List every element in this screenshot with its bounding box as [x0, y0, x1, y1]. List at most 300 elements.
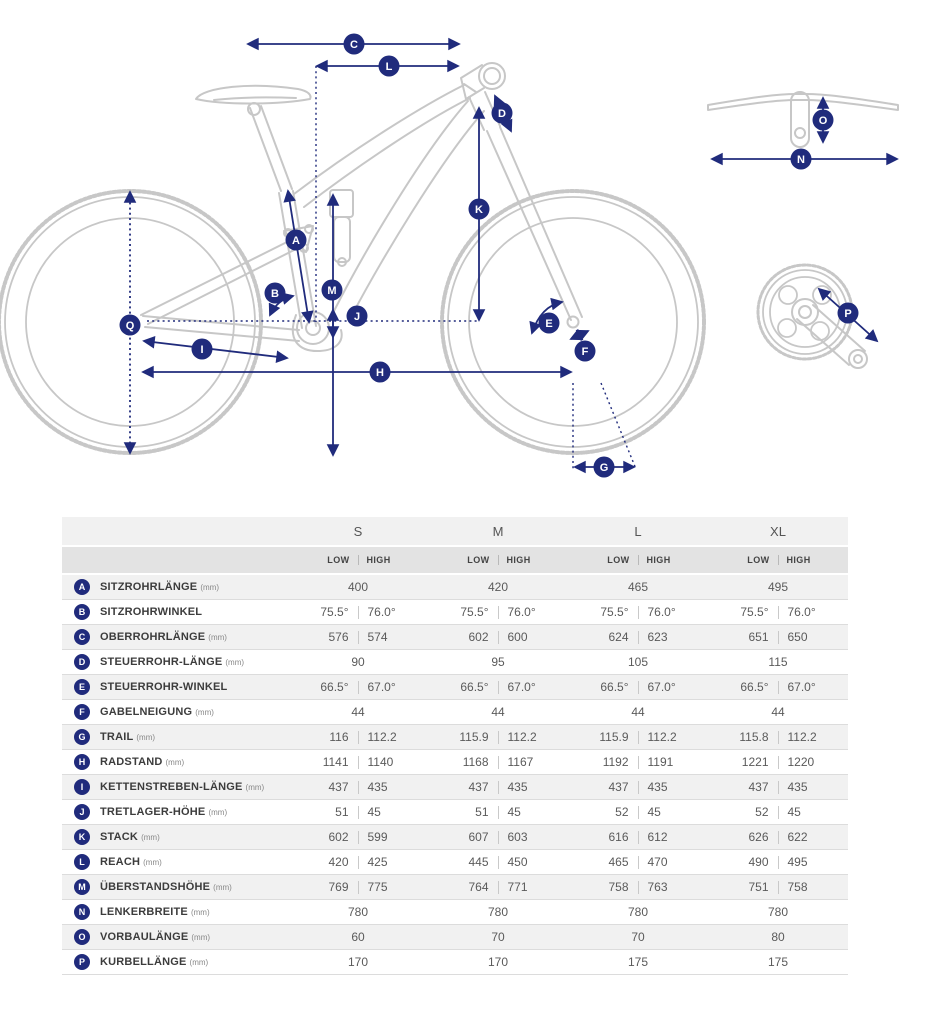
value-merged: 80 [771, 930, 785, 944]
row-label-cell [62, 954, 288, 970]
value-cell [428, 580, 568, 594]
svg-text:B: B [271, 287, 279, 300]
value-cell [428, 930, 568, 944]
value-merged: 105 [627, 655, 649, 669]
value-low: 52 [755, 805, 769, 819]
value-high: 112.2 [787, 730, 817, 744]
value-merged: 44 [351, 705, 365, 719]
value-cell [708, 655, 848, 669]
dim-label-g [594, 457, 615, 478]
svg-text:H: H [376, 366, 384, 379]
row-unit: (mm) [213, 882, 232, 892]
row-letter-badge: D [74, 654, 90, 670]
row-label: STACK [100, 831, 139, 843]
row-letter-badge: M [74, 879, 90, 895]
value-cell [288, 855, 428, 869]
value-low: 116 [329, 730, 349, 744]
value-low: 51 [335, 805, 349, 819]
size-header-s: S [353, 523, 363, 539]
value-high: 600 [507, 630, 528, 644]
guide-steer-axis [601, 383, 636, 469]
value-low: 115.8 [739, 730, 769, 744]
row-letter-badge: G [74, 729, 90, 745]
value-cell [708, 905, 848, 919]
value-high: 76.0° [367, 605, 396, 619]
value-low: 616 [608, 830, 629, 844]
value-low: 52 [615, 805, 629, 819]
value-high: 112.2 [367, 730, 397, 744]
value-high: 435 [647, 780, 668, 794]
value-merged: 44 [631, 705, 645, 719]
value-cell [568, 880, 708, 894]
value-high: 76.0° [507, 605, 536, 619]
row-label: RADSTAND [100, 756, 163, 768]
row-unit: (mm) [195, 707, 214, 717]
row-label-cell [62, 579, 288, 595]
value-low: 576 [328, 630, 349, 644]
value-low: 66.5° [600, 680, 629, 694]
svg-text:C: C [350, 38, 358, 51]
row-label: KETTENSTREBEN-LÄNGE [100, 781, 243, 793]
svg-text:G: G [599, 461, 609, 474]
table-row-j [62, 800, 848, 825]
row-label: STEUERROHR-LÄNGE [100, 656, 223, 668]
geometry-diagram [0, 0, 936, 505]
value-cell [568, 655, 708, 669]
svg-text:F: F [581, 345, 589, 358]
value-low: 602 [468, 630, 489, 644]
value-high: 425 [367, 855, 388, 869]
svg-text:P: P [844, 307, 852, 320]
value-high: 599 [367, 830, 388, 844]
value-cell [708, 605, 848, 619]
row-unit: (mm) [143, 857, 162, 867]
value-high: 603 [507, 830, 528, 844]
svg-text:K: K [475, 203, 483, 216]
dim-label-o [813, 110, 834, 131]
row-label-cell [62, 779, 288, 795]
row-label-cell [62, 804, 288, 820]
row-label-cell [62, 829, 288, 845]
value-cell [428, 605, 568, 619]
geometry-table [62, 517, 848, 975]
dim-i-chainstay [144, 341, 287, 358]
value-cell [708, 930, 848, 944]
value-cell [568, 605, 708, 619]
value-high: 574 [367, 630, 388, 644]
value-low: 445 [468, 855, 489, 869]
svg-text:I: I [200, 343, 204, 356]
row-label: VORBAULÄNGE [100, 931, 189, 943]
value-cell [708, 705, 848, 719]
value-cell [708, 880, 848, 894]
value-cell [568, 755, 708, 769]
table-row-a [62, 575, 848, 600]
dim-label-j [347, 306, 368, 327]
value-low: 490 [748, 855, 769, 869]
row-label: TRAIL [100, 731, 134, 743]
row-letter-badge: N [74, 904, 90, 920]
value-high: 45 [647, 805, 661, 819]
row-label-cell [62, 704, 288, 720]
value-cell [428, 630, 568, 644]
value-high: 112.2 [647, 730, 677, 744]
value-cell [708, 630, 848, 644]
size-header-l: L [634, 523, 642, 539]
value-cell [708, 805, 848, 819]
value-cell [428, 680, 568, 694]
row-letter-badge: E [74, 679, 90, 695]
size-header-xl: XL [770, 523, 786, 539]
value-low: 115.9 [459, 730, 489, 744]
dim-label-q [120, 315, 141, 336]
value-high: 1140 [367, 755, 394, 769]
value-merged: 70 [631, 930, 645, 944]
row-unit: (mm) [189, 957, 209, 967]
value-cell [568, 805, 708, 819]
value-low: 437 [328, 780, 349, 794]
value-low: 626 [748, 830, 769, 844]
value-low: 75.5° [600, 605, 629, 619]
value-high: 67.0° [367, 680, 396, 694]
table-row-i [62, 775, 848, 800]
value-cell [708, 755, 848, 769]
svg-text:O: O [818, 114, 828, 127]
value-cell [708, 680, 848, 694]
dim-label-p [838, 303, 859, 324]
dim-label-c [344, 34, 365, 55]
value-high: 76.0° [647, 605, 676, 619]
lowhigh-header-row [62, 547, 848, 575]
row-unit: (mm) [245, 782, 265, 792]
table-row-e [62, 675, 848, 700]
row-label-cell [62, 679, 288, 695]
svg-text:E: E [545, 317, 553, 330]
dim-label-m [322, 280, 343, 301]
value-low: 437 [748, 780, 769, 794]
value-cell [428, 755, 568, 769]
value-cell [288, 580, 428, 594]
row-label-cell [62, 854, 288, 870]
value-low: 758 [608, 880, 629, 894]
value-cell [288, 830, 428, 844]
value-merged: 44 [771, 705, 785, 719]
saddle [196, 86, 311, 104]
value-merged: 465 [627, 580, 649, 594]
dim-label-k [469, 199, 490, 220]
row-letter-badge: B [74, 604, 90, 620]
dim-label-h [370, 362, 391, 383]
value-cell [288, 955, 428, 969]
value-cell [428, 855, 568, 869]
value-high: 495 [787, 855, 808, 869]
row-label-cell [62, 929, 288, 945]
value-high: 612 [647, 830, 668, 844]
value-cell [428, 730, 568, 744]
row-label: TRETLAGER-HÖHE [100, 806, 206, 818]
value-high: 45 [787, 805, 801, 819]
value-cell [288, 705, 428, 719]
value-cell [288, 880, 428, 894]
row-unit: (mm) [165, 757, 185, 767]
value-cell [708, 955, 848, 969]
value-cell [288, 780, 428, 794]
value-cell [568, 930, 708, 944]
table-row-g [62, 725, 848, 750]
dim-label-b [265, 283, 286, 304]
value-cell [708, 730, 848, 744]
row-label: KURBELLÄNGE [100, 956, 187, 968]
table-row-c [62, 625, 848, 650]
lowhigh-header-cell: LOW HIGH [467, 555, 531, 565]
value-high: 1167 [507, 755, 534, 769]
table-row-l [62, 850, 848, 875]
value-low: 624 [608, 630, 629, 644]
value-cell [708, 580, 848, 594]
value-cell [288, 730, 428, 744]
value-cell [708, 780, 848, 794]
row-label-cell [62, 754, 288, 770]
value-cell [288, 655, 428, 669]
row-unit: (mm) [200, 582, 219, 592]
table-row-p [62, 950, 848, 975]
value-low: 420 [328, 855, 349, 869]
table-row-k [62, 825, 848, 850]
row-label-cell [62, 879, 288, 895]
dim-label-e [539, 313, 560, 334]
dim-f-forkoffset [571, 331, 588, 339]
value-high: 112.2 [507, 730, 537, 744]
row-label: LENKERBREITE [100, 906, 188, 918]
table-row-m [62, 875, 848, 900]
row-label: SITZROHRLÄNGE [100, 581, 198, 593]
value-high: 763 [647, 880, 668, 894]
table-row-b [62, 600, 848, 625]
row-label: SITZROHRWINKEL [100, 606, 203, 618]
row-letter-badge: J [74, 804, 90, 820]
row-letter-badge: H [74, 754, 90, 770]
size-header-m: M [492, 523, 504, 539]
value-high: 435 [367, 780, 388, 794]
value-cell [568, 905, 708, 919]
value-low: 602 [328, 830, 349, 844]
row-label: GABELNEIGUNG [100, 706, 193, 718]
row-letter-badge: I [74, 779, 90, 795]
value-merged: 175 [767, 955, 789, 969]
value-low: 66.5° [320, 680, 349, 694]
lowhigh-header-cell: LOW HIGH [747, 555, 811, 565]
row-label-cell [62, 654, 288, 670]
value-high: 771 [507, 880, 528, 894]
value-high: 435 [507, 780, 528, 794]
value-cell [288, 630, 428, 644]
value-high: 435 [787, 780, 808, 794]
value-high: 758 [787, 880, 808, 894]
value-merged: 60 [351, 930, 365, 944]
value-low: 437 [468, 780, 489, 794]
value-cell [568, 705, 708, 719]
row-label: REACH [100, 856, 141, 868]
row-label: OBERROHRLÄNGE [100, 631, 206, 643]
value-high: 67.0° [647, 680, 676, 694]
value-high: 650 [787, 630, 808, 644]
row-unit: (mm) [208, 632, 227, 642]
seat-stay [141, 240, 291, 315]
dim-label-l [379, 56, 400, 77]
fork [487, 131, 571, 320]
row-label-cell [62, 604, 288, 620]
value-merged: 95 [491, 655, 505, 669]
value-cell [708, 855, 848, 869]
value-cell [568, 680, 708, 694]
value-cell [428, 780, 568, 794]
value-low: 51 [475, 805, 489, 819]
dim-label-n [791, 149, 812, 170]
value-high: 470 [647, 855, 668, 869]
value-low: 437 [608, 780, 629, 794]
value-high: 450 [507, 855, 528, 869]
value-low: 651 [748, 630, 769, 644]
value-high: 623 [647, 630, 668, 644]
value-high: 45 [367, 805, 381, 819]
value-low: 751 [748, 880, 769, 894]
value-high: 67.0° [787, 680, 816, 694]
row-letter-badge: P [74, 954, 90, 970]
value-low: 115.9 [599, 730, 629, 744]
svg-text:A: A [292, 234, 300, 247]
row-label-cell [62, 729, 288, 745]
value-low: 1168 [462, 755, 489, 769]
row-unit: (mm) [191, 932, 211, 942]
value-cell [568, 580, 708, 594]
value-cell [428, 880, 568, 894]
value-cell [568, 780, 708, 794]
value-cell [428, 655, 568, 669]
value-merged: 115 [768, 655, 788, 669]
value-cell [428, 805, 568, 819]
lowhigh-header-cell: LOW HIGH [327, 555, 391, 565]
value-high: 1191 [647, 755, 674, 769]
table-row-n [62, 900, 848, 925]
lowhigh-header-cell: LOW HIGH [607, 555, 671, 565]
value-low: 75.5° [460, 605, 489, 619]
value-merged: 44 [491, 705, 505, 719]
value-merged: 70 [491, 930, 505, 944]
value-merged: 780 [487, 905, 509, 919]
table-row-h [62, 750, 848, 775]
value-cell [568, 730, 708, 744]
value-merged: 90 [351, 655, 365, 669]
row-unit: (mm) [190, 907, 210, 917]
size-header-row [62, 517, 848, 547]
value-cell [568, 830, 708, 844]
value-high: 76.0° [787, 605, 816, 619]
row-unit: (mm) [141, 832, 160, 842]
value-merged: 170 [347, 955, 369, 969]
table-body [62, 575, 848, 975]
value-merged: 170 [487, 955, 509, 969]
svg-text:N: N [797, 153, 805, 166]
value-cell [288, 755, 428, 769]
value-merged: 495 [767, 580, 789, 594]
value-high: 1220 [787, 755, 815, 769]
value-low: 607 [468, 830, 489, 844]
value-cell [288, 605, 428, 619]
value-low: 764 [468, 880, 489, 894]
svg-text:M: M [327, 284, 337, 297]
value-low: 1141 [322, 755, 349, 769]
table-row-d [62, 650, 848, 675]
value-merged: 175 [627, 955, 649, 969]
row-letter-badge: C [74, 629, 90, 645]
value-cell [288, 930, 428, 944]
value-high: 67.0° [507, 680, 536, 694]
value-merged: 420 [487, 580, 509, 594]
handlebar-drawing [708, 92, 898, 147]
chainstay [143, 316, 299, 330]
row-label: ÜBERSTANDSHÖHE [100, 881, 211, 893]
table-row-o [62, 925, 848, 950]
value-cell [428, 830, 568, 844]
value-low: 769 [328, 880, 349, 894]
row-label: STEUERROHR-WINKEL [100, 681, 228, 693]
row-letter-badge: O [74, 929, 90, 945]
row-unit: (mm) [136, 732, 156, 742]
value-cell [568, 855, 708, 869]
value-cell [568, 630, 708, 644]
svg-text:L: L [385, 60, 393, 73]
pedal-eye [849, 350, 867, 368]
value-cell [288, 905, 428, 919]
row-letter-badge: F [74, 704, 90, 720]
value-cell [428, 955, 568, 969]
value-low: 66.5° [740, 680, 769, 694]
value-low: 1221 [741, 755, 769, 769]
row-unit: (mm) [225, 657, 245, 667]
dim-label-d [492, 103, 513, 124]
value-merged: 400 [347, 580, 369, 594]
table-row-f [62, 700, 848, 725]
value-low: 465 [608, 855, 629, 869]
row-label-cell [62, 629, 288, 645]
value-cell [568, 955, 708, 969]
dim-label-f [575, 341, 596, 362]
handlebar-end [479, 63, 505, 89]
row-label-cell [62, 904, 288, 920]
value-merged: 780 [627, 905, 649, 919]
dim-label-i [192, 339, 213, 360]
value-low: 66.5° [460, 680, 489, 694]
svg-text:D: D [498, 107, 506, 120]
value-low: 75.5° [320, 605, 349, 619]
value-cell [288, 805, 428, 819]
value-merged: 780 [347, 905, 369, 919]
row-letter-badge: K [74, 829, 90, 845]
value-cell [428, 905, 568, 919]
row-unit: (mm) [208, 807, 228, 817]
row-letter-badge: L [74, 854, 90, 870]
svg-text:Q: Q [125, 319, 135, 332]
value-high: 775 [367, 880, 388, 894]
value-cell [428, 705, 568, 719]
svg-text:J: J [353, 310, 361, 323]
row-letter-badge: A [74, 579, 90, 595]
dim-label-a [286, 230, 307, 251]
value-cell [708, 830, 848, 844]
value-high: 622 [787, 830, 808, 844]
value-low: 75.5° [740, 605, 769, 619]
value-high: 45 [507, 805, 521, 819]
